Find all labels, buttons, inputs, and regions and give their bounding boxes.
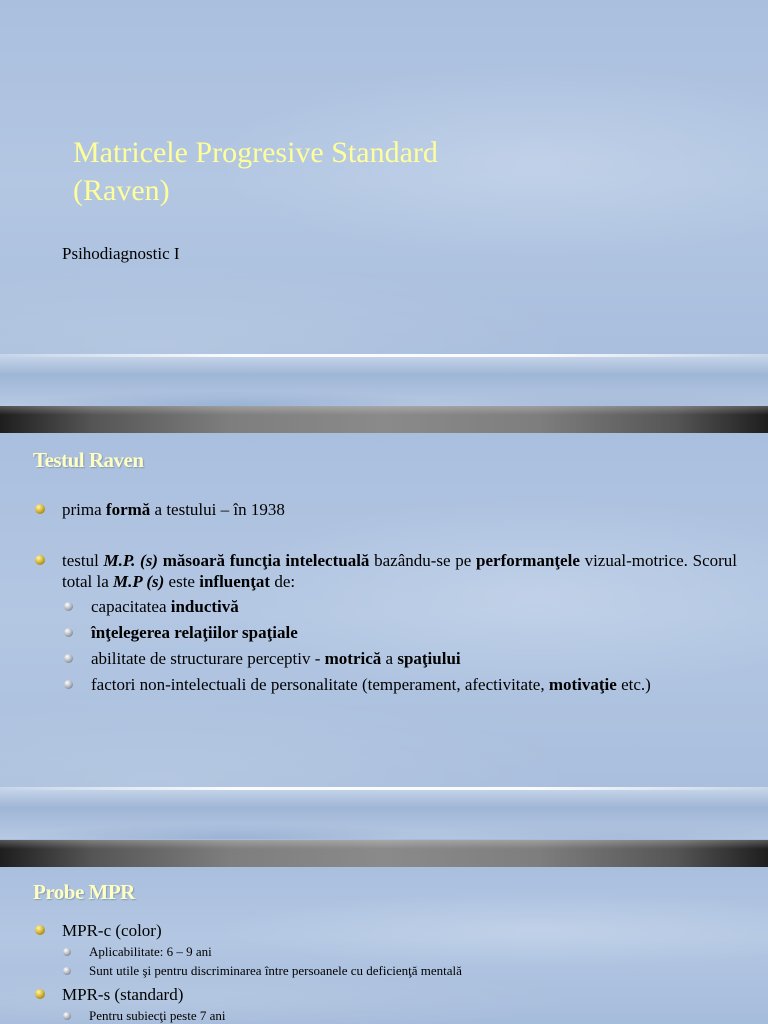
bullet-icon bbox=[35, 925, 45, 935]
slide-title: Testul Raven bbox=[33, 448, 144, 472]
bullet-icon bbox=[63, 948, 71, 956]
list-item: testul M.P. (s) măsoară funcţia intelectuală bazându-se pe performanţele vizual-motrice. Scorul total la M.P (s) este influenţat de: bbox=[33, 550, 737, 592]
slide-title: Probe MPR bbox=[33, 880, 135, 904]
sub-list-item: abilitate de structurare perceptiv - motrică a spaţiului bbox=[33, 648, 737, 669]
sub-list-item: Aplicabilitate: 6 – 9 ani bbox=[33, 943, 737, 961]
testul-raven-slide bbox=[0, 433, 768, 840]
slide-divider bbox=[0, 406, 768, 433]
bullet-icon bbox=[35, 989, 45, 999]
slide-title bbox=[73, 134, 713, 210]
title-line-1: Matricele Progresive Standard bbox=[73, 136, 438, 169]
bullet-icon bbox=[64, 654, 73, 663]
sub-list-item: Pentru subiecţi peste 7 ani bbox=[33, 1007, 737, 1024]
slide-divider bbox=[0, 840, 768, 867]
bullet-list bbox=[33, 550, 737, 695]
bullet-icon bbox=[35, 504, 45, 514]
bullet-list bbox=[33, 499, 737, 520]
sub-list-item: factori non-intelectuali de personalitate (temperament, afectivitate, motivaţie etc.) bbox=[33, 674, 737, 695]
bullet-icon bbox=[64, 602, 73, 611]
sub-list-item: Sunt utile şi pentru discriminarea între persoanele cu deficienţă mentală bbox=[33, 962, 737, 980]
probe-mpr-slide bbox=[0, 867, 768, 1024]
list-item: MPR-c (color) bbox=[33, 920, 737, 941]
bullet-icon bbox=[63, 967, 71, 975]
list-item: MPR-s (standard) bbox=[33, 984, 737, 1005]
wave-decoration bbox=[0, 787, 768, 839]
bullet-icon bbox=[64, 680, 73, 689]
slide-subtitle: Psihodiagnostic I bbox=[62, 244, 180, 263]
bullet-list bbox=[33, 920, 737, 1024]
title-line-2: (Raven) bbox=[73, 174, 170, 207]
bullet-icon bbox=[35, 555, 45, 565]
bullet-icon bbox=[63, 1012, 71, 1020]
list-item: prima formă a testului – în 1938 bbox=[33, 499, 737, 520]
bullet-icon bbox=[64, 628, 73, 637]
wave-decoration bbox=[0, 354, 768, 406]
sub-list-item: înţelegerea relaţiilor spaţiale bbox=[33, 622, 737, 643]
title-slide bbox=[0, 0, 768, 406]
sub-list-item: capacitatea inductivă bbox=[33, 596, 737, 617]
